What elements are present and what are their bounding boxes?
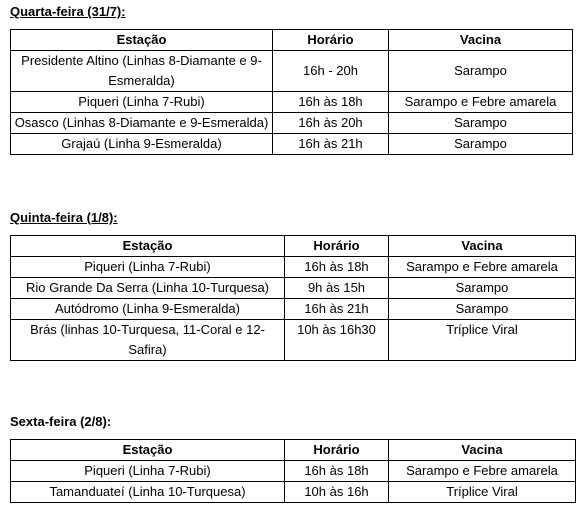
- station-cell: Rio Grande Da Serra (Linha 10-Turquesa): [11, 278, 285, 299]
- station-cell: Presidente Altino (Linhas 8-Diamante e 9-Esmeralda): [11, 51, 273, 92]
- table-row: [11, 257, 576, 278]
- table-header-row: [11, 236, 576, 257]
- time-cell: 16h - 20h: [273, 51, 389, 92]
- section-wednesday: [10, 4, 573, 155]
- section-friday: [10, 414, 576, 503]
- schedule-table: [10, 235, 576, 361]
- time-cell: 16h às 20h: [273, 113, 389, 134]
- vaccine-cell: Sarampo: [389, 51, 573, 92]
- vaccine-cell: Sarampo e Febre amarela: [389, 92, 573, 113]
- vaccine-cell: Sarampo: [389, 134, 573, 155]
- table-row: [11, 278, 576, 299]
- station-cell: Piqueri (Linha 7-Rubi): [11, 92, 273, 113]
- section-thursday: [10, 210, 576, 361]
- column-header-vaccine: Vacina: [389, 236, 576, 257]
- vaccine-cell: Sarampo: [389, 278, 576, 299]
- table-row: [11, 51, 573, 92]
- schedule-table: [10, 439, 576, 503]
- column-header-time: Horário: [285, 440, 389, 461]
- table-header-row: [11, 30, 573, 51]
- time-cell: 16h às 18h: [285, 461, 389, 482]
- vaccine-cell: Tríplice Viral: [389, 482, 576, 503]
- column-header-time: Horário: [273, 30, 389, 51]
- table-header-row: [11, 440, 576, 461]
- table-row: [11, 320, 576, 361]
- section-heading: Sexta-feira (2/8):: [10, 414, 112, 429]
- station-cell: Osasco (Linhas 8-Diamante e 9-Esmeralda): [11, 113, 273, 134]
- section-heading: Quinta-feira (1/8):: [10, 210, 118, 225]
- table-row: [11, 134, 573, 155]
- column-header-station: Estação: [11, 440, 285, 461]
- vaccine-cell: Sarampo e Febre amarela: [389, 461, 576, 482]
- time-cell: 9h às 15h: [285, 278, 389, 299]
- table-row: [11, 299, 576, 320]
- column-header-station: Estação: [11, 30, 273, 51]
- column-header-vaccine: Vacina: [389, 440, 576, 461]
- column-header-time: Horário: [285, 236, 389, 257]
- time-cell: 16h às 21h: [273, 134, 389, 155]
- time-cell: 10h às 16h: [285, 482, 389, 503]
- schedule-table: [10, 29, 573, 155]
- station-cell: Piqueri (Linha 7-Rubi): [11, 461, 285, 482]
- vaccine-cell: Sarampo e Febre amarela: [389, 257, 576, 278]
- time-cell: 16h às 21h: [285, 299, 389, 320]
- time-cell: 16h às 18h: [273, 92, 389, 113]
- table-row: [11, 461, 576, 482]
- station-cell: Brás (linhas 10-Turquesa, 11-Coral e 12-Safira): [11, 320, 285, 361]
- table-row: [11, 482, 576, 503]
- table-row: [11, 92, 573, 113]
- station-cell: Grajaú (Linha 9-Esmeralda): [11, 134, 273, 155]
- section-heading: Quarta-feira (31/7):: [10, 4, 126, 19]
- column-header-station: Estação: [11, 236, 285, 257]
- time-cell: 16h às 18h: [285, 257, 389, 278]
- table-row: [11, 113, 573, 134]
- vaccine-cell: Sarampo: [389, 113, 573, 134]
- station-cell: Autódromo (Linha 9-Esmeralda): [11, 299, 285, 320]
- column-header-vaccine: Vacina: [389, 30, 573, 51]
- station-cell: Tamanduateí (Linha 10-Turquesa): [11, 482, 285, 503]
- vaccine-cell: Tríplice Viral: [389, 320, 576, 361]
- vaccine-cell: Sarampo: [389, 299, 576, 320]
- time-cell: 10h às 16h30: [285, 320, 389, 361]
- station-cell: Piqueri (Linha 7-Rubi): [11, 257, 285, 278]
